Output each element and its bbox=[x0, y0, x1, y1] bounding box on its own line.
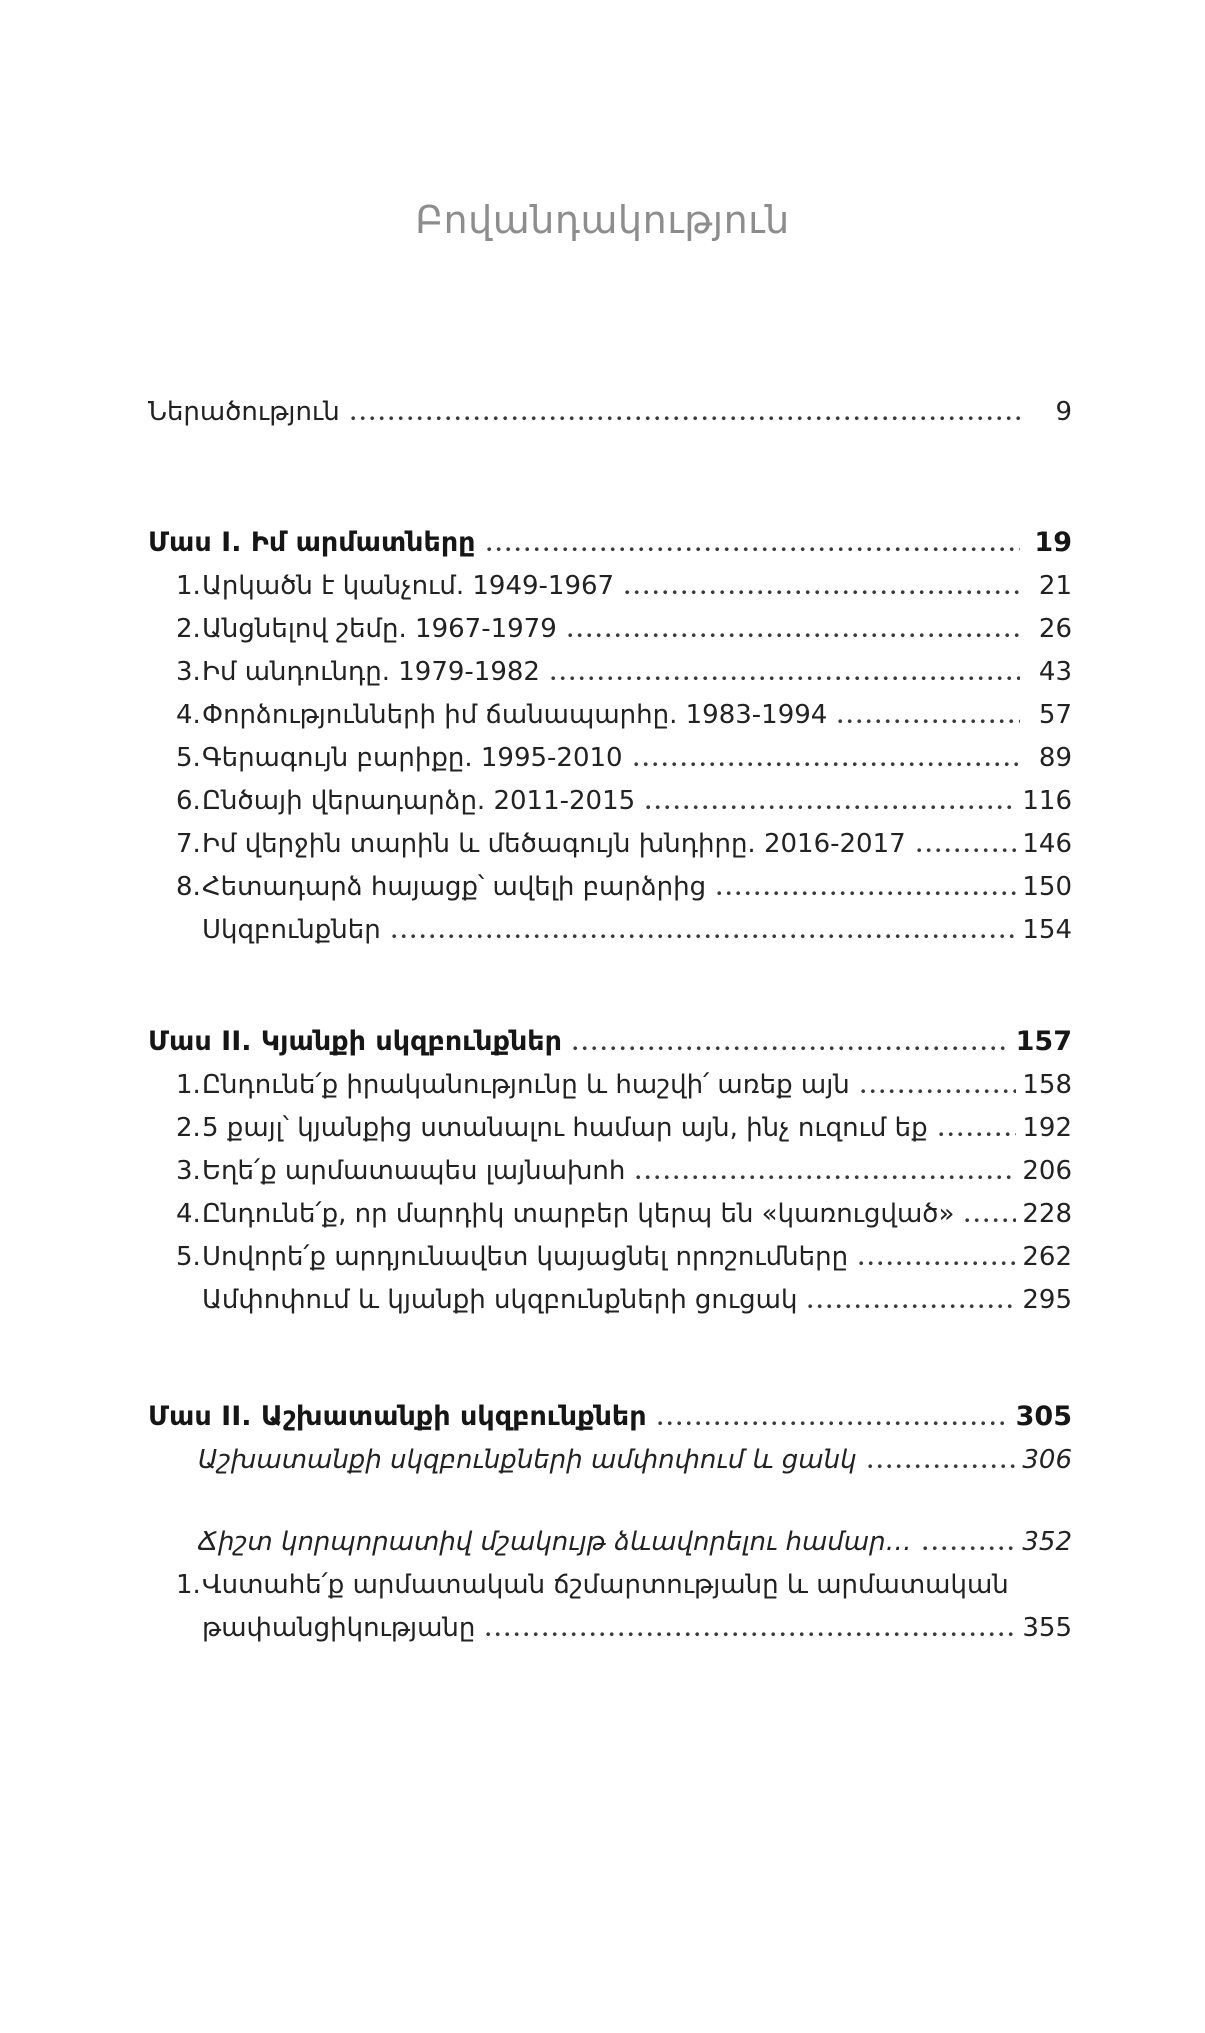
toc-entry-page: 295 bbox=[1022, 1284, 1072, 1315]
toc-entry-number: 2. bbox=[176, 613, 201, 644]
toc-entry bbox=[148, 1106, 1072, 1149]
dot-leader bbox=[838, 719, 1020, 724]
toc-entry-label: Սկզբունքներ bbox=[202, 914, 381, 945]
toc-entry-number: 1. bbox=[176, 1069, 201, 1100]
toc-entry bbox=[148, 650, 1072, 693]
toc-entry-label: Արկածն է կանչում. 1949-1967 bbox=[202, 570, 615, 601]
dot-leader bbox=[351, 416, 1020, 421]
toc-entry-page: 146 bbox=[1022, 828, 1072, 859]
toc-entry-number: 3. bbox=[176, 656, 201, 687]
toc-entry-label: Սովորե՛ք արդյունավետ կայացնել որոշումները bbox=[202, 1241, 849, 1272]
toc-entry bbox=[148, 607, 1072, 650]
dot-leader bbox=[568, 633, 1020, 638]
toc-entry-label: Մաս I. Իմ արմատները bbox=[148, 527, 476, 558]
toc-entry bbox=[148, 1192, 1072, 1235]
dot-leader bbox=[658, 1421, 1010, 1426]
toc-entry bbox=[148, 736, 1072, 779]
toc-entry-page: 154 bbox=[1022, 914, 1072, 945]
dot-leader bbox=[965, 1218, 1016, 1223]
toc-entry-label: Մաս II. Աշխատանքի սկզբունքներ bbox=[148, 1401, 647, 1432]
dot-leader bbox=[646, 805, 1016, 810]
toc-entry-page: 57 bbox=[1038, 699, 1072, 730]
dot-leader bbox=[939, 1132, 1017, 1137]
toc-section-heading bbox=[148, 1020, 1072, 1063]
dot-leader bbox=[717, 891, 1016, 896]
toc-entry-label: Հետադարձ հայացք՝ ավելի բարձրից bbox=[202, 871, 707, 902]
toc-entry-number: 1. bbox=[176, 1569, 201, 1600]
toc-entry bbox=[148, 1278, 1072, 1321]
toc-entry-label: Ընդունե՛ք իրականությունը և հաշվի՛ առեք այն bbox=[202, 1069, 850, 1100]
toc-entry bbox=[148, 822, 1072, 865]
dot-leader bbox=[573, 1046, 1010, 1051]
toc-entry-number: 4. bbox=[176, 699, 201, 730]
dot-leader bbox=[808, 1304, 1016, 1309]
toc-entry-label: Ճիշտ կորպորատիվ մշակույթ ձևավորելու համար… bbox=[198, 1526, 912, 1557]
toc-entry-label: Իմ անդունդը. 1979-1982 bbox=[202, 656, 540, 687]
toc-entry-page: 43 bbox=[1038, 656, 1072, 687]
toc-entry-number: 2. bbox=[176, 1112, 201, 1143]
toc-entry-page: 262 bbox=[1022, 1241, 1072, 1272]
dot-leader bbox=[625, 590, 1020, 595]
dot-leader bbox=[487, 547, 1020, 552]
toc-entry bbox=[148, 779, 1072, 822]
toc-entry-page: 192 bbox=[1022, 1112, 1072, 1143]
toc-entry-number: 5. bbox=[176, 742, 201, 773]
toc-entry-label: Աշխատանքի սկզբունքների ամփոփում և ցանկ bbox=[198, 1444, 857, 1475]
toc-entry bbox=[148, 693, 1072, 736]
toc-entry-page: 26 bbox=[1038, 613, 1072, 644]
dot-leader bbox=[634, 762, 1020, 767]
toc-entry-continuation bbox=[148, 1606, 1072, 1649]
toc-entry-label: թափանցիկությանը bbox=[202, 1612, 476, 1643]
toc-entry-page: 352 bbox=[1022, 1526, 1072, 1557]
dot-leader bbox=[861, 1089, 1017, 1094]
toc-entry-number: 4. bbox=[176, 1198, 201, 1229]
toc-entry bbox=[148, 390, 1072, 433]
toc-entry-label: Իմ վերջին տարին և մեծագույն խնդիրը. 2016-2017 bbox=[202, 828, 906, 859]
toc-entry-page: 355 bbox=[1022, 1612, 1072, 1643]
dot-leader bbox=[551, 676, 1020, 681]
toc-entry-label: Մաս II. Կյանքի սկզբունքներ bbox=[148, 1026, 562, 1057]
dot-leader bbox=[636, 1175, 1016, 1180]
toc-entry bbox=[148, 1063, 1072, 1106]
toc-entry-page: 158 bbox=[1022, 1069, 1072, 1100]
toc-entry-page: 206 bbox=[1022, 1155, 1072, 1186]
toc-entry bbox=[148, 1563, 1072, 1606]
toc-entry bbox=[148, 1149, 1072, 1192]
toc-section-heading bbox=[148, 1395, 1072, 1438]
toc-entry-page: 150 bbox=[1022, 871, 1072, 902]
toc-entry-number: 8. bbox=[176, 871, 201, 902]
toc-entry bbox=[148, 1438, 1072, 1481]
toc-entry-number: 5. bbox=[176, 1241, 201, 1272]
toc-entry-label: Ընդունե՛ք, որ մարդիկ տարբեր կերպ են «կառուցված» bbox=[202, 1198, 955, 1229]
toc-entry bbox=[148, 865, 1072, 908]
toc-entry-page: 9 bbox=[1055, 396, 1072, 427]
dot-leader bbox=[486, 1632, 1016, 1637]
dot-leader bbox=[392, 934, 1017, 939]
toc-entry bbox=[148, 908, 1072, 951]
toc-entry-page: 116 bbox=[1022, 785, 1072, 816]
toc-entry-number: 7. bbox=[176, 828, 201, 859]
toc-entry-number: 6. bbox=[176, 785, 201, 816]
toc-entry-label: Եղե՛ք արմատապես լայնախոհ bbox=[202, 1155, 626, 1186]
dot-leader bbox=[859, 1261, 1016, 1266]
toc-entry-label: Վստահե՛ք արմատական ճշմարտությանը և արմատական bbox=[202, 1569, 1009, 1600]
toc-entry-page: 19 bbox=[1034, 527, 1072, 558]
toc-entry-label: Ընծայի վերադարձը. 2011-2015 bbox=[202, 785, 636, 816]
toc-entry bbox=[148, 564, 1072, 607]
toc-entry-number: 1. bbox=[176, 570, 201, 601]
toc-entry-label: Ամփոփում և կյանքի սկզբունքների ցուցակ bbox=[202, 1284, 798, 1315]
toc-entry-label: Ներածություն bbox=[148, 396, 340, 427]
toc-entry-page: 228 bbox=[1022, 1198, 1072, 1229]
toc-entry bbox=[148, 1520, 1072, 1563]
toc-entry bbox=[148, 1235, 1072, 1278]
page-title: Բովանդակություն bbox=[415, 198, 790, 242]
toc-entry-label: Անցնելով շեմը. 1967-1979 bbox=[202, 613, 557, 644]
toc-entry-page: 157 bbox=[1015, 1026, 1072, 1057]
toc-entry-page: 306 bbox=[1022, 1444, 1072, 1475]
toc-entry-label: Գերագույն բարիքը. 1995-2010 bbox=[202, 742, 623, 773]
toc-entry-label: Փորձությունների իմ ճանապարհը. 1983-1994 bbox=[202, 699, 828, 730]
toc-entry-page: 21 bbox=[1038, 570, 1072, 601]
toc-entry-number: 3. bbox=[176, 1155, 201, 1186]
toc-entry-label: 5 քայլ՝ կյանքից ստանալու համար այն, ինչ ուզում եք bbox=[202, 1112, 928, 1143]
table-of-contents bbox=[148, 390, 1072, 1649]
dot-leader bbox=[923, 1546, 1017, 1551]
toc-entry-page: 89 bbox=[1038, 742, 1072, 773]
toc-section-heading bbox=[148, 521, 1072, 564]
toc-entry-page: 305 bbox=[1015, 1401, 1072, 1432]
dot-leader bbox=[917, 848, 1017, 853]
dot-leader bbox=[868, 1464, 1017, 1469]
